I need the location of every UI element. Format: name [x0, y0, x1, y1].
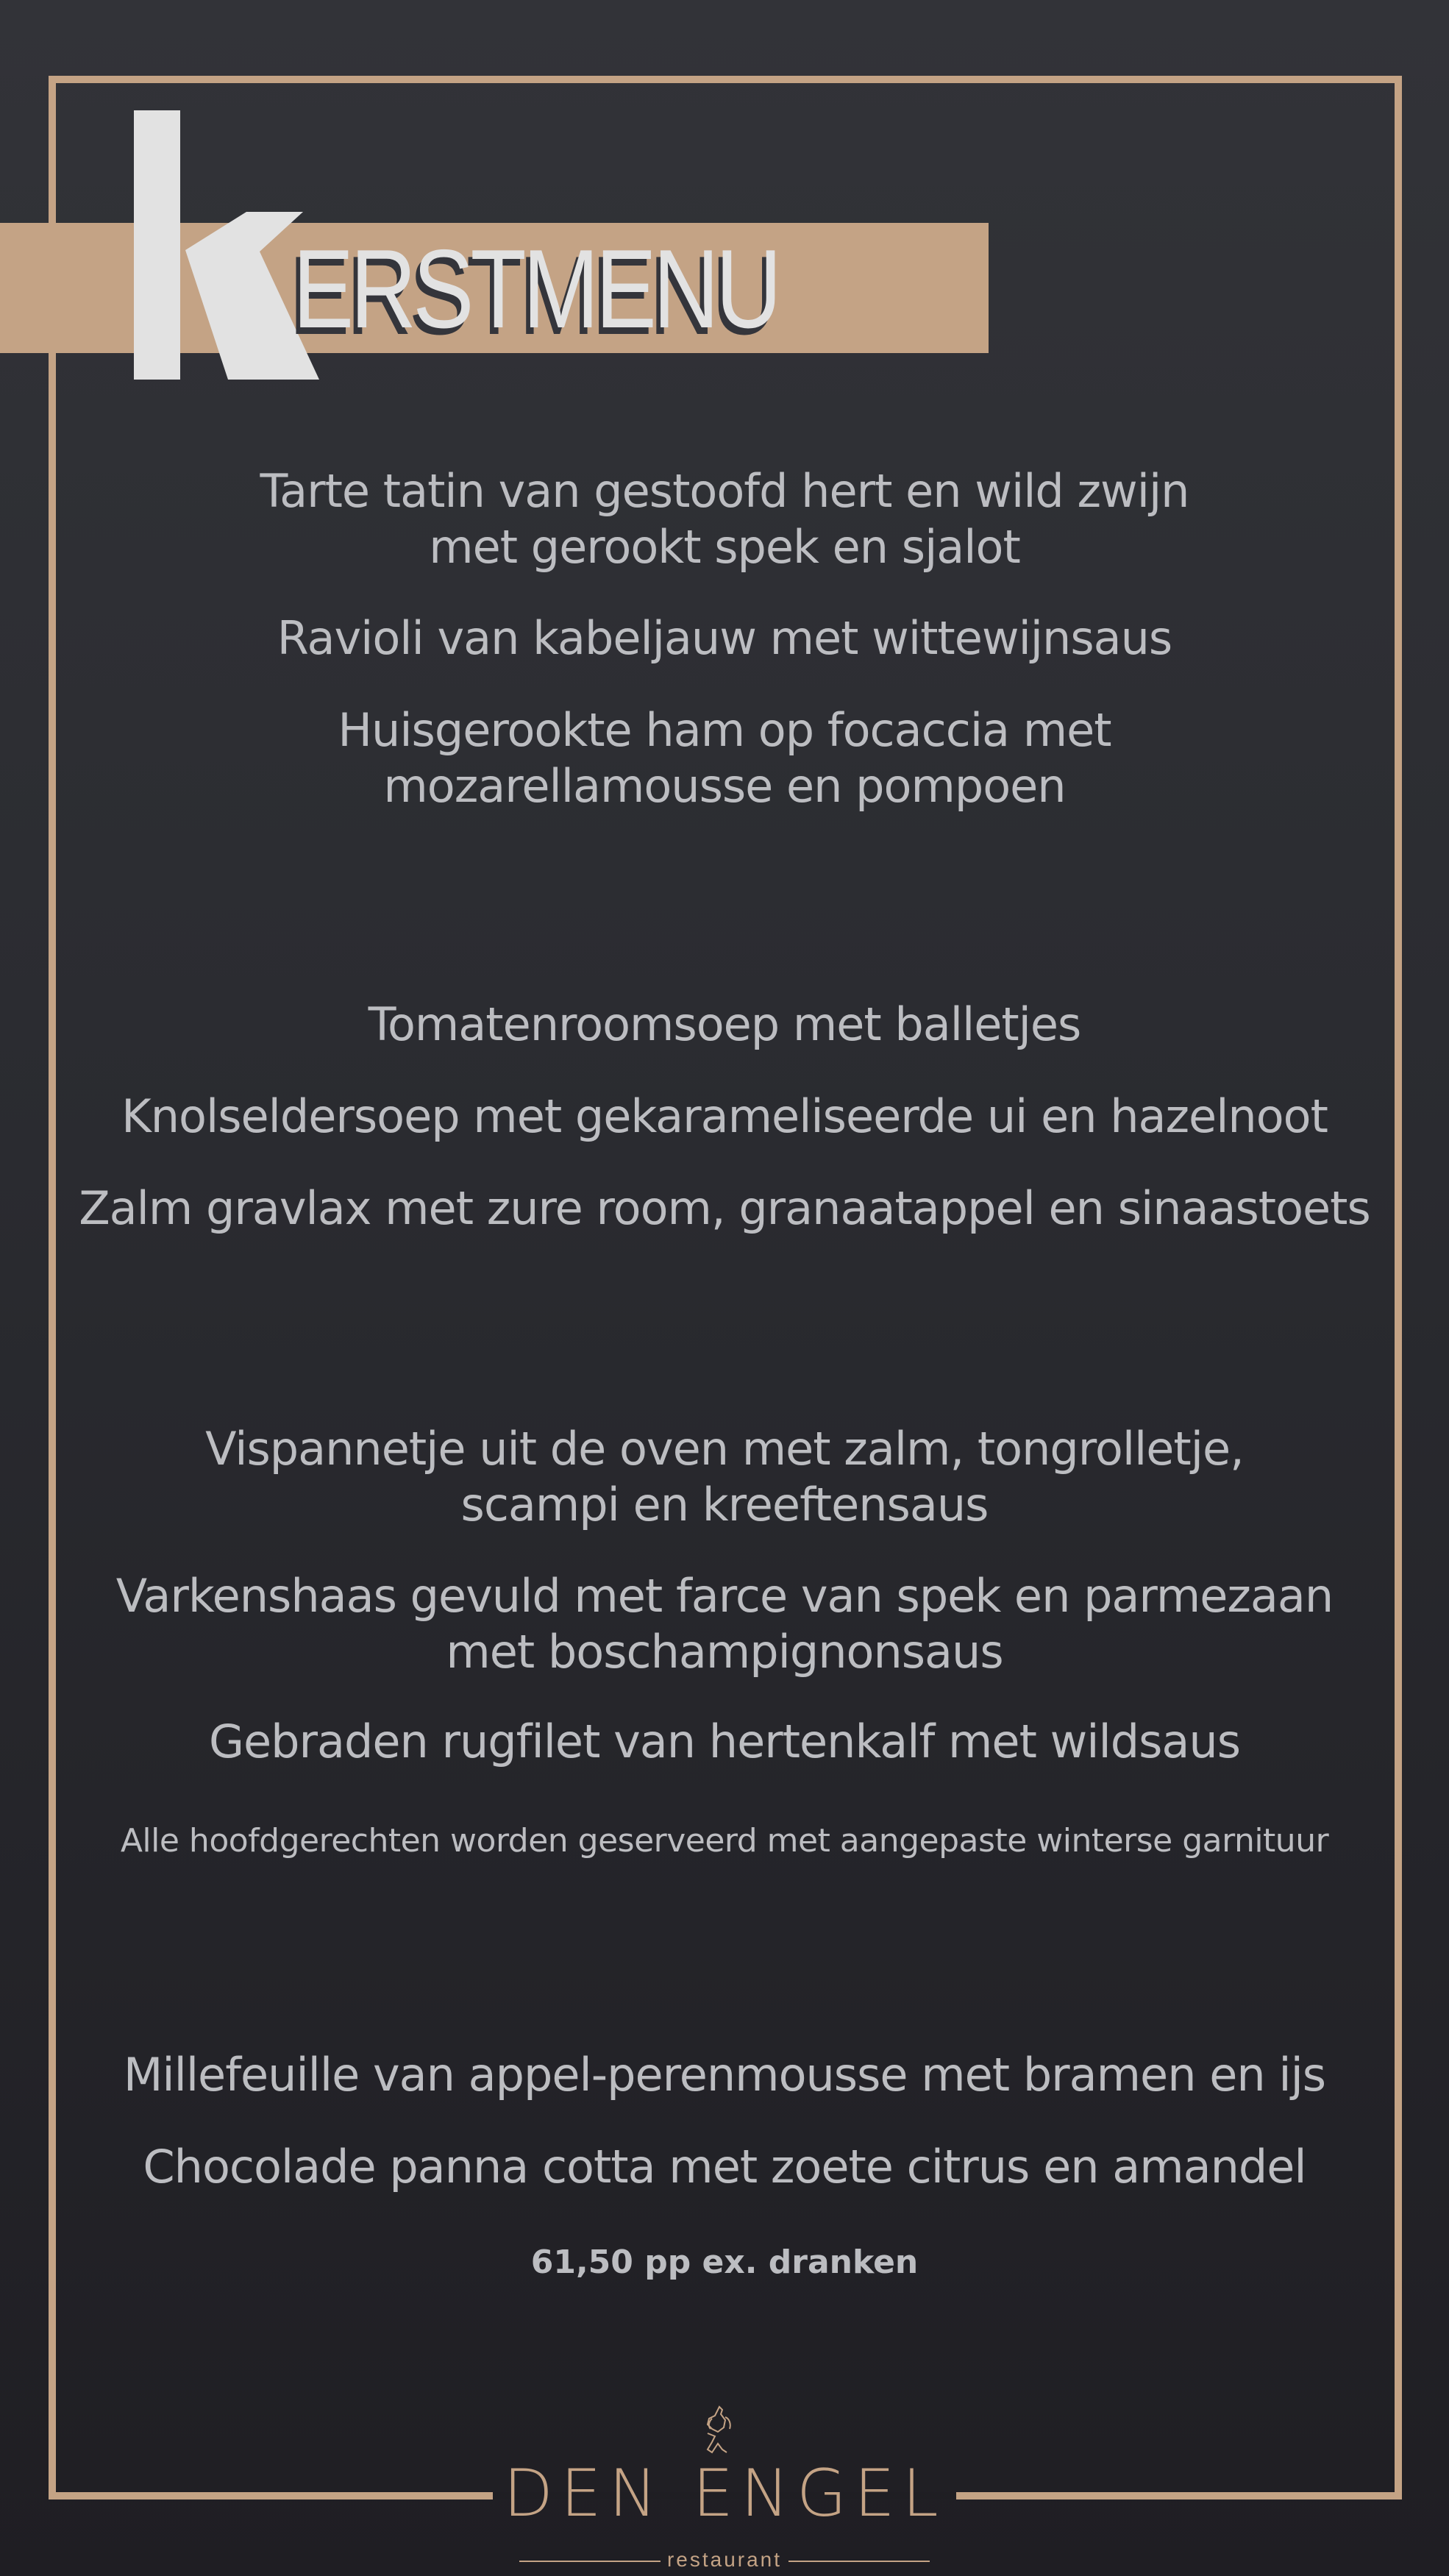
- menu-item: Gebraden rugfilet van hertenkalf met wildsaus: [208, 1715, 1240, 1768]
- menu-item: Zalm gravlax met zure room, granaatappel en sinaastoets: [79, 1181, 1370, 1235]
- page-title: ERSTMENU: [293, 227, 779, 352]
- menu-item: Chocolade panna cotta met zoete citrus en amandel: [143, 2140, 1306, 2193]
- menu-item: Tomatenroomsoep met balletjes: [368, 997, 1081, 1051]
- menu-item: Millefeuille van appel-perenmousse met bramen en ijs: [123, 2048, 1326, 2102]
- brand-name: DEN ENGEL: [503, 2455, 946, 2531]
- menu-item: Ravioli van kabeljauw met wittewijnsaus: [277, 611, 1172, 665]
- menu-item: Huisgerookte ham op focaccia met mozarellamousse en pompoen: [338, 703, 1111, 813]
- garnish-note: Alle hoofdgerechten worden geserveerd met aangepaste winterse garnituur: [120, 1822, 1329, 1860]
- brand-subtitle: restaurant: [666, 2548, 783, 2571]
- price-label: 61,50 pp ex. dranken: [530, 2244, 919, 2281]
- menu-frame: [49, 76, 1402, 2499]
- menu-item: Varkenshaas gevuld met farce van spek en parmezaan met boschampignonsaus: [115, 1569, 1334, 1679]
- angel-icon: [697, 2404, 741, 2455]
- menu-item: Tarte tatin van gestoofd hert en wild zwijn met gerookt spek en sjalot: [260, 464, 1189, 574]
- menu-item: Knolseldersoep met gekarameliseerde ui en hazelnoot: [121, 1089, 1328, 1143]
- menu-item: Vispannetje uit de oven met zalm, tongrolletje, scampi en kreeftensaus: [205, 1422, 1244, 1531]
